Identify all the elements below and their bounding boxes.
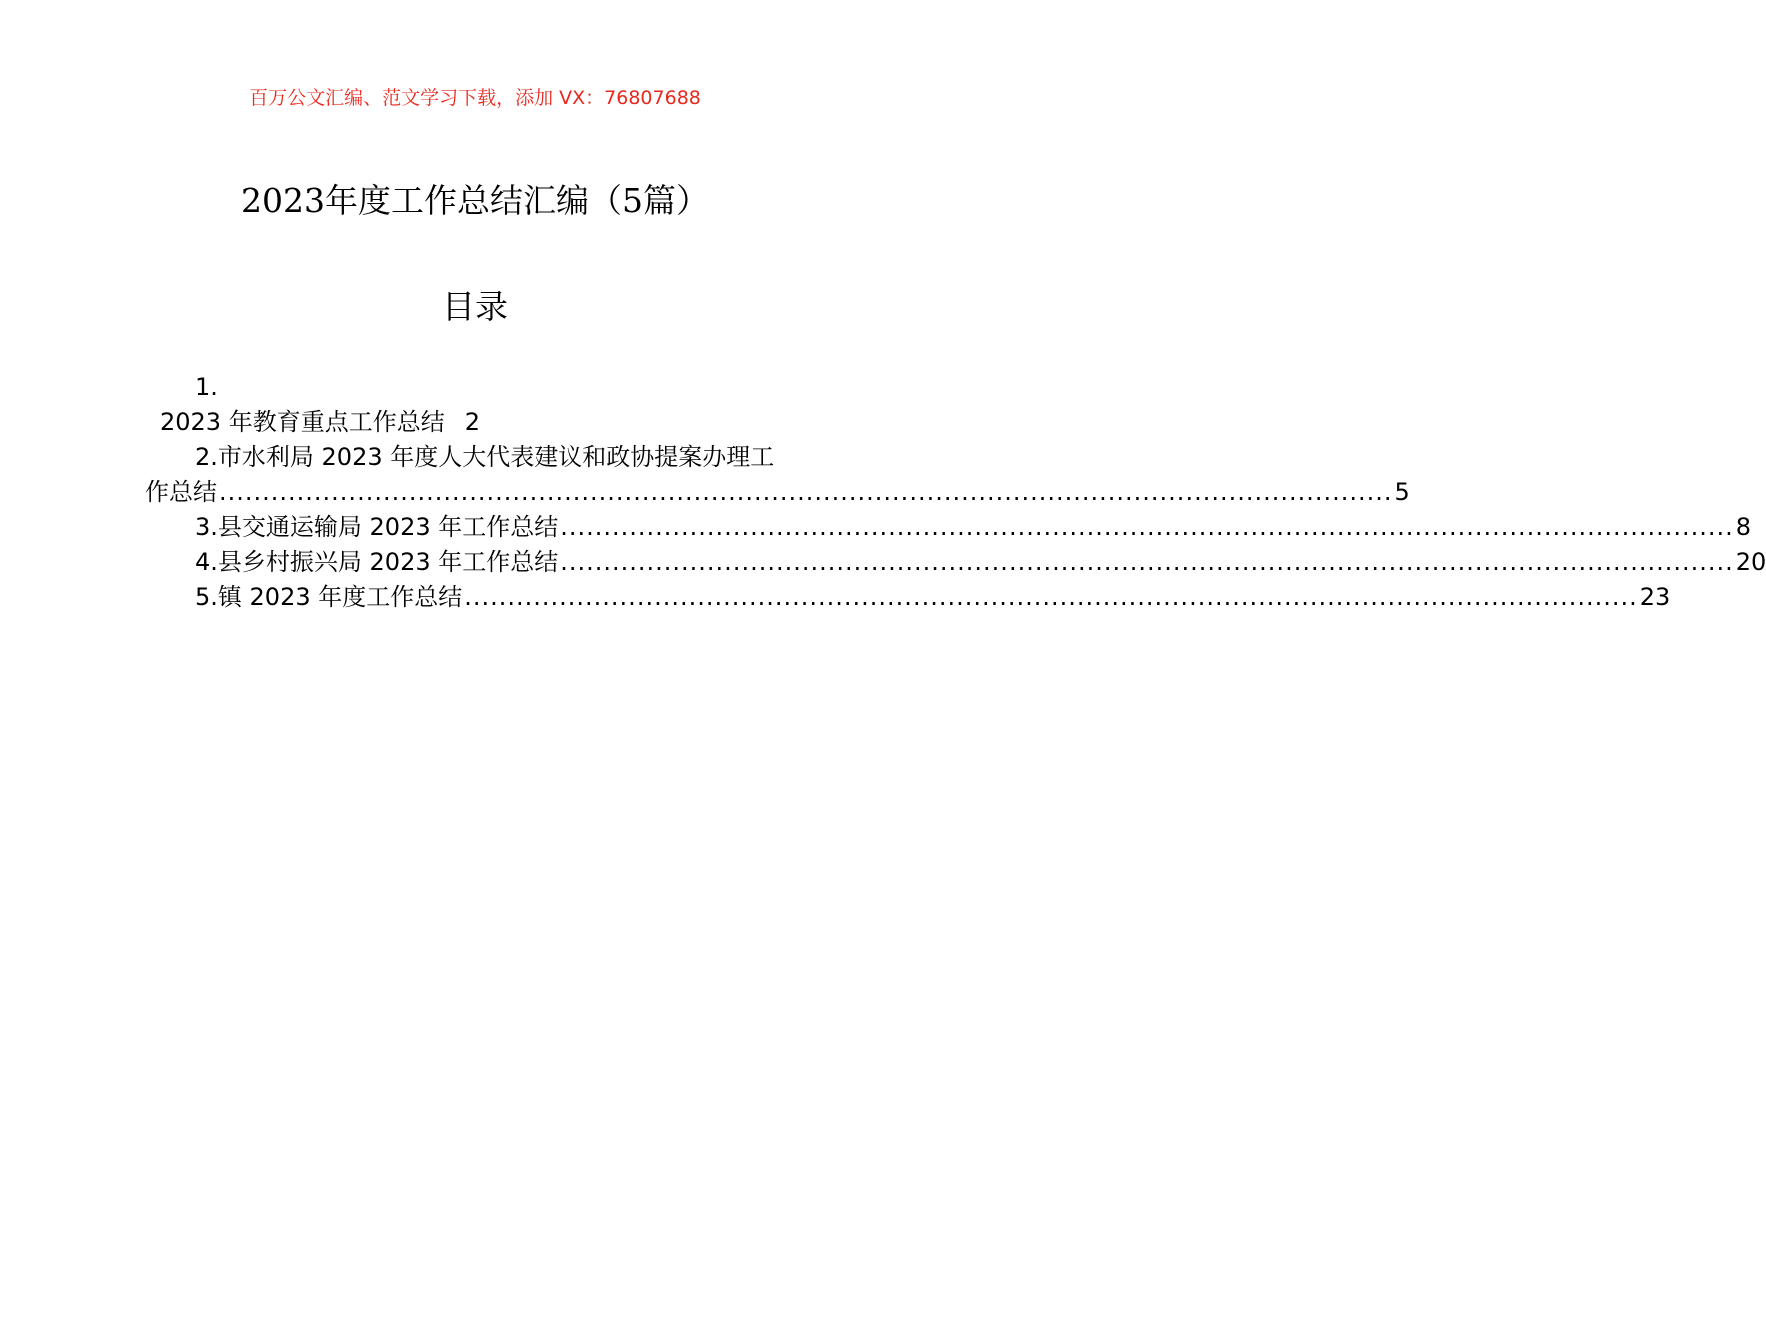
toc-item-1[interactable] — [145, 370, 805, 440]
toc-item-2[interactable] — [145, 440, 1410, 510]
toc-item-1-line — [145, 405, 805, 440]
toc-item-1-number: 1. — [195, 373, 218, 401]
document-title — [0, 176, 950, 226]
toc-item-4-page: 20 — [1735, 548, 1766, 576]
toc-item-5[interactable] — [145, 580, 1671, 615]
toc-item-4-title: 4.县乡村振兴局 2023 年工作总结 — [195, 548, 559, 576]
title-year: 2023 — [241, 181, 325, 220]
title-count: 5 — [621, 181, 643, 220]
toc-item-1-page: 2 — [464, 408, 480, 436]
dot-leader: ........................................................................................................................................ — [219, 478, 1393, 506]
table-of-contents — [145, 370, 1766, 615]
toc-item-3[interactable] — [145, 510, 1752, 545]
dot-leader: ........................................................................................................................................ — [464, 583, 1638, 611]
watermark-header-note: 百万公文汇编、范文学习下载，添加 VX：76807688 — [249, 87, 701, 109]
toc-heading: 目录 — [442, 287, 508, 326]
toc-item-2-title-line2: 作总结 — [145, 478, 217, 506]
title-text: 年度工作总结汇编（ — [324, 181, 622, 220]
toc-item-2-line2 — [145, 475, 1410, 510]
dot-leader: ........................................................................................................................................ — [560, 548, 1734, 576]
toc-item-2-title-line1: 2.市水利局 2023 年度人大代表建议和政协提案办理工 — [195, 443, 775, 471]
toc-item-3-title: 3.县交通运输局 2023 年工作总结 — [195, 513, 559, 541]
dot-leader: ........................................................................................................................................ — [560, 513, 1734, 541]
toc-item-1-title: 2023 年教育重点工作总结 — [160, 408, 445, 436]
toc-item-4[interactable] — [145, 545, 1766, 580]
toc-item-2-page: 5 — [1394, 478, 1410, 506]
toc-item-3-page: 8 — [1735, 513, 1752, 541]
title-suffix: 篇） — [642, 181, 709, 220]
toc-item-5-title: 5.镇 2023 年度工作总结 — [195, 583, 463, 611]
toc-item-5-page: 23 — [1639, 583, 1671, 611]
